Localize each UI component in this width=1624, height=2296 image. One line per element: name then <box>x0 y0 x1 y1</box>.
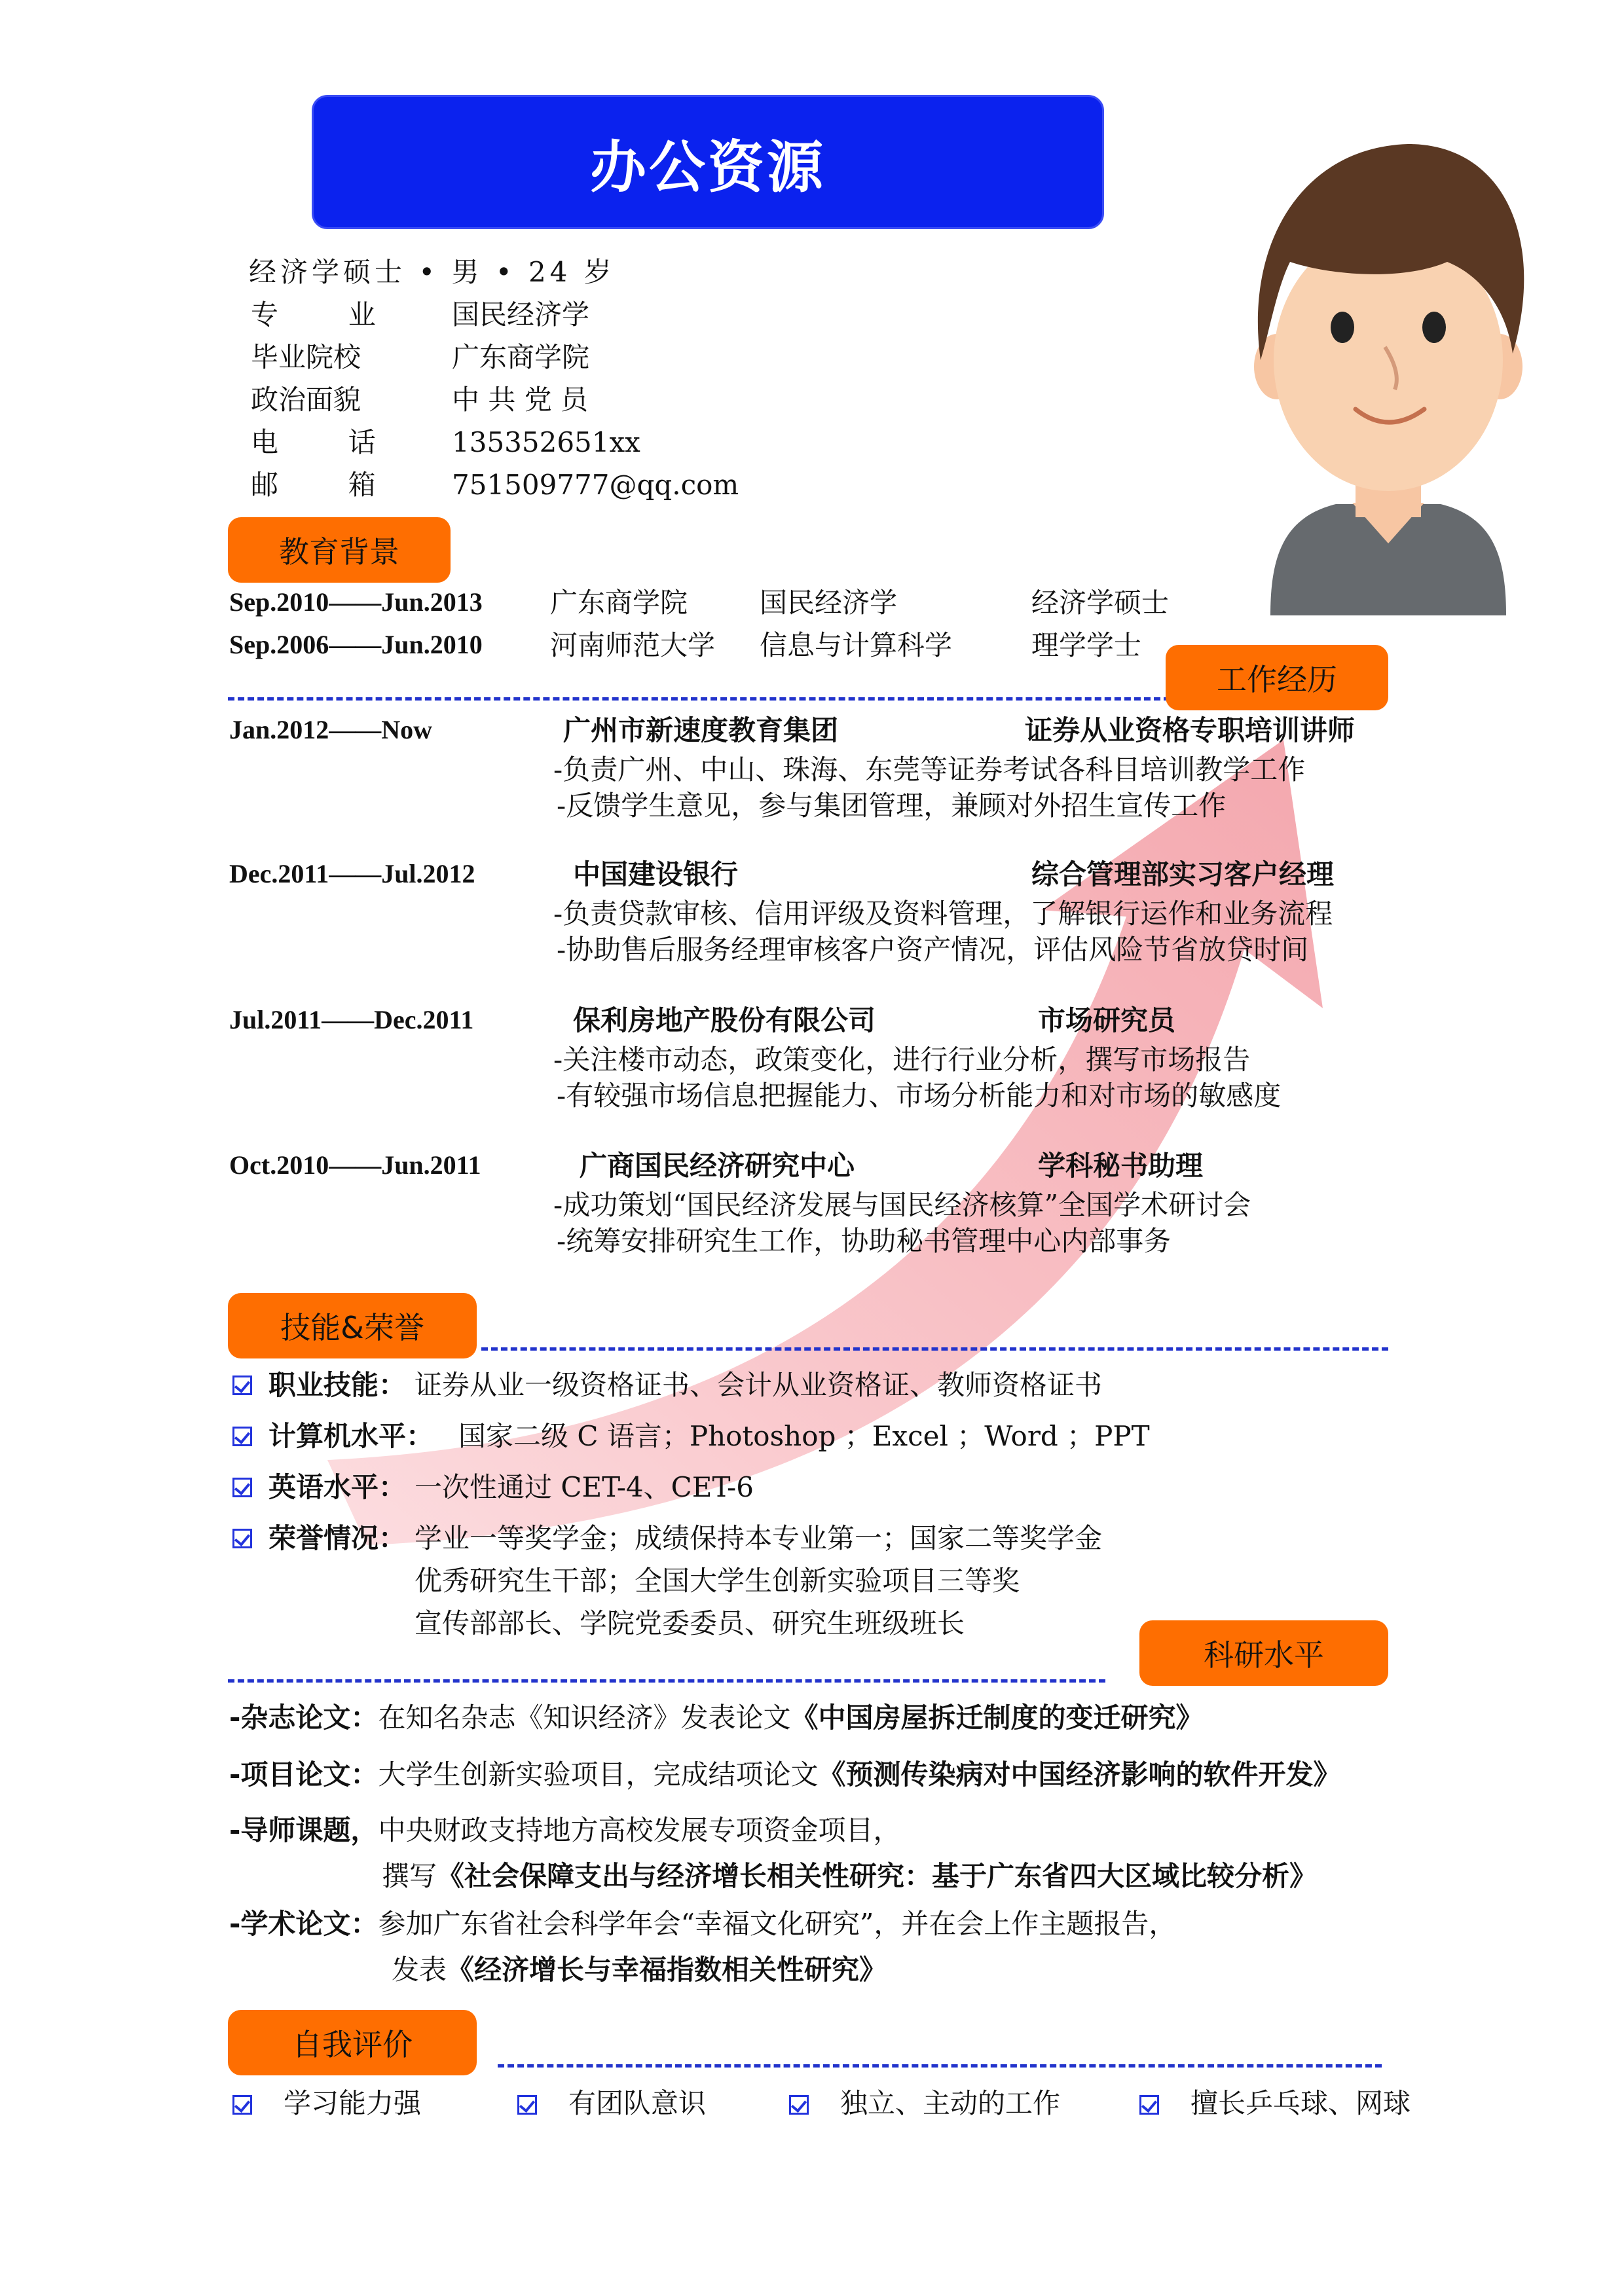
work-duty: -成功策划“国民经济发展与国民经济核算”全国学术研讨会 <box>553 1189 1251 1221</box>
skill-label: 职业技能： <box>268 1369 407 1401</box>
profile-field-label: 政治面貌 <box>251 384 361 416</box>
profile-field-value: 广东商学院 <box>452 341 590 373</box>
skill-label: 计算机水平： <box>268 1420 434 1452</box>
skill-value: 学业一等奖学金；成绩保持本专业第一；国家二等奖学金 <box>415 1522 1103 1554</box>
research-item <box>229 1758 1341 1791</box>
checkbox-checked-icon <box>232 1427 252 1446</box>
education-school: 广东商学院 <box>550 587 688 619</box>
work-period: Jul.2011——Dec.2011 <box>229 1005 474 1034</box>
section-research <box>1139 1620 1388 1686</box>
divider <box>498 2064 1382 2068</box>
research-label: -导师课题， <box>229 1814 378 1846</box>
section-research-label: 科研水平 <box>1204 1637 1324 1673</box>
work-duty: -关注楼市动态，政策变化，进行行业分析，撰写市场报告 <box>553 1044 1251 1076</box>
section-work <box>1166 645 1388 710</box>
profile-field-label: 电 话 <box>251 426 376 458</box>
profile-field-label: 专 业 <box>251 299 376 331</box>
research-title: 《中国房屋拆迁制度的变迁研究》 <box>790 1702 1204 1734</box>
title-banner <box>312 95 1104 229</box>
section-skills-label: 技能&荣誉 <box>280 1310 424 1345</box>
work-duty: -协助售后服务经理审核客户资产情况，评估风险节省放贷时间 <box>557 934 1309 966</box>
checkbox-checked-icon <box>517 2095 537 2115</box>
education-degree: 理学学士 <box>1031 629 1142 661</box>
profile-field-value: 中 共 党 员 <box>452 384 589 416</box>
divider <box>481 1347 1388 1351</box>
work-org: 广州市新速度教育集团 <box>563 714 839 746</box>
education-major: 国民经济学 <box>760 587 898 619</box>
profile-field-value: 135352651xx <box>452 426 640 458</box>
education-major: 信息与计算科学 <box>760 629 953 661</box>
profile-field-label: 邮 箱 <box>251 469 376 501</box>
divider <box>228 1679 1105 1683</box>
skill-value: 国家二级 C 语言；Photoshop ；Excel ；Word ；PPT <box>458 1420 1150 1452</box>
work-duty: -统筹安排研究生工作，协助秘书管理中心内部事务 <box>557 1225 1172 1257</box>
self-eval-item: 有团队意识 <box>568 2087 707 2119</box>
checkbox-checked-icon <box>232 2095 252 2115</box>
research-title: 《社会保障支出与经济增长相关性研究：基于广东省四大区域比较分析》 <box>437 1860 1318 1892</box>
education-school: 河南师范大学 <box>550 629 716 661</box>
research-text: 中央财政支持地方高校发展专项资金项目， <box>378 1814 901 1846</box>
education-degree: 经济学硕士 <box>1031 587 1170 619</box>
research-item <box>229 1704 1203 1732</box>
work-duty: -负责贷款审核、信用评级及资料管理，了解银行运作和业务流程 <box>553 898 1333 930</box>
research-text: 撰写 <box>382 1860 437 1892</box>
research-label: -项目论文： <box>229 1758 378 1791</box>
section-skills <box>228 1293 477 1358</box>
section-education <box>228 517 451 583</box>
work-period: Oct.2010——Jun.2011 <box>229 1150 481 1180</box>
research-text: 参加广东省社会科学年会“幸福文化研究”，并在会上作主题报告， <box>378 1908 1177 1940</box>
profile-field-label: 毕业院校 <box>251 341 361 373</box>
section-self-eval-label: 自我评价 <box>292 2027 413 2062</box>
work-duty: -反馈学生意见，参与集团管理，兼顾对外招生宣传工作 <box>557 790 1227 822</box>
self-eval-item: 学习能力强 <box>284 2087 422 2119</box>
work-role: 市场研究员 <box>1038 1004 1176 1036</box>
section-education-label: 教育背景 <box>279 534 399 570</box>
page-title: 办公资源 <box>590 134 826 200</box>
research-item <box>229 1814 901 1846</box>
research-item <box>229 1910 1176 1938</box>
work-org: 广商国民经济研究中心 <box>580 1150 855 1182</box>
skill-value: 证券从业一级资格证书、会计从业资格证、教师资格证书 <box>415 1369 1103 1401</box>
research-label: -杂志论文： <box>229 1702 378 1734</box>
work-period: Jan.2012——Now <box>229 715 433 744</box>
research-item-continued <box>392 1956 887 1984</box>
education-period: Sep.2006——Jun.2010 <box>229 630 483 659</box>
checkbox-checked-icon <box>232 1376 252 1395</box>
research-text: 大学生创新实验项目，完成结项论文 <box>378 1758 819 1791</box>
section-work-label: 工作经历 <box>1217 662 1337 697</box>
work-period: Dec.2011——Jul.2012 <box>229 859 475 888</box>
work-role: 证券从业资格专职培训讲师 <box>1025 714 1356 746</box>
checkbox-checked-icon <box>1139 2095 1159 2115</box>
research-title: 《预测传染病对中国经济影响的软件开发》 <box>818 1758 1341 1791</box>
work-role: 学科秘书助理 <box>1038 1150 1204 1182</box>
work-duty: -有较强市场信息把握能力、市场分析能力和对市场的敏感度 <box>557 1080 1282 1112</box>
research-text: 在知名杂志《知识经济》发表论文 <box>378 1702 791 1734</box>
research-title: 《经济增长与幸福指数相关性研究》 <box>447 1954 887 1986</box>
checkbox-checked-icon <box>789 2095 809 2115</box>
profile-field-value: 国民经济学 <box>452 299 590 331</box>
self-eval-item: 擅长乒乓球、网球 <box>1190 2087 1411 2119</box>
skill-value: 优秀研究生干部；全国大学生创新实验项目三等奖 <box>415 1565 1020 1597</box>
research-item-continued <box>382 1860 1318 1892</box>
checkbox-checked-icon <box>232 1478 252 1497</box>
work-duty: -负责广州、中山、珠海、东莞等证券考试各科目培训教学工作 <box>553 754 1306 786</box>
skill-label: 英语水平： <box>268 1471 407 1503</box>
work-role: 综合管理部实习客户经理 <box>1031 858 1335 890</box>
research-label: -学术论文： <box>229 1908 378 1940</box>
work-org: 保利房地产股份有限公司 <box>573 1004 876 1036</box>
profile-field-value: 751509777@qq.com <box>452 469 739 501</box>
section-self-eval <box>228 2010 477 2075</box>
checkbox-checked-icon <box>232 1529 252 1548</box>
skill-label: 荣誉情况： <box>268 1522 407 1554</box>
research-text: 发表 <box>392 1954 447 1986</box>
self-eval-item: 独立、主动的工作 <box>840 2087 1061 2119</box>
education-period: Sep.2010——Jun.2013 <box>229 587 483 617</box>
skill-value: 一次性通过 CET-4、CET-6 <box>415 1471 754 1503</box>
profile-summary: 经济学硕士 • 男 • 24 岁 <box>249 256 616 288</box>
avatar-illustration <box>1231 111 1545 615</box>
skill-value: 宣传部部长、学院党委委员、研究生班级班长 <box>415 1607 965 1639</box>
work-org: 中国建设银行 <box>573 858 739 890</box>
